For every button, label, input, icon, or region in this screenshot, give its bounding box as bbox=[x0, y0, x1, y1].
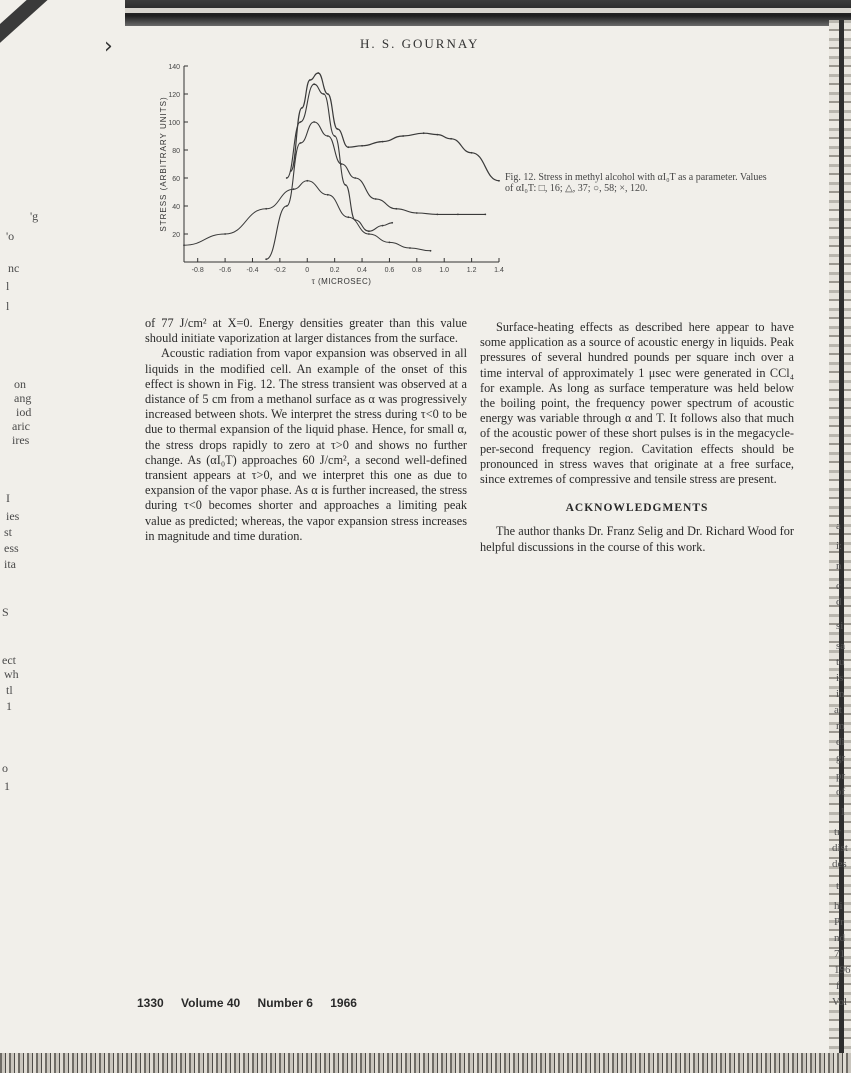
right-margin-fragment: of bbox=[836, 786, 846, 798]
series-2-point bbox=[395, 208, 397, 210]
left-margin-fragment: aric bbox=[12, 419, 30, 433]
right-margin-fragment: a bbox=[836, 520, 841, 532]
x-tick-label: -0.8 bbox=[191, 267, 204, 274]
y-tick-label: 40 bbox=[172, 204, 180, 211]
x-tick-label: 0.4 bbox=[357, 267, 367, 274]
series-3-point bbox=[391, 222, 393, 224]
y-tick-label: 80 bbox=[172, 148, 180, 155]
right-margin-fragment: c bbox=[836, 580, 841, 592]
series-4-point bbox=[423, 132, 425, 134]
left-margin-fragment: I bbox=[6, 491, 10, 505]
acknowledgments-heading: ACKNOWLEDGMENTS bbox=[565, 502, 709, 515]
series-1-point bbox=[265, 208, 267, 210]
x-tick-label: 0 bbox=[305, 267, 310, 274]
right-margin-fragment: di bbox=[836, 736, 845, 748]
right-margin-fragment: Pr bbox=[834, 916, 844, 928]
right-margin-fragment: dist bbox=[832, 842, 848, 854]
right-margin-fragment: si bbox=[836, 620, 844, 632]
series-1-point bbox=[293, 188, 295, 190]
series-4-point bbox=[317, 72, 319, 74]
left-margin-fragment: l bbox=[6, 279, 10, 293]
x-tick-label: 0.6 bbox=[384, 267, 395, 274]
y-tick-label: 60 bbox=[172, 176, 180, 183]
series-4-point bbox=[382, 141, 384, 143]
series-4-point bbox=[471, 152, 473, 154]
series-3-point bbox=[313, 83, 315, 85]
left-margin-fragment: tl bbox=[6, 683, 13, 697]
right-margin-fragment: Vol bbox=[832, 996, 848, 1008]
stress-chart bbox=[150, 56, 510, 288]
y-tick-label: 120 bbox=[168, 92, 180, 99]
y-axis-label: STRESS (ARBITRARY UNITS) bbox=[159, 96, 168, 232]
series-4-point bbox=[327, 93, 329, 95]
series-3-point bbox=[368, 230, 370, 232]
left-paragraph-2: Acoustic radiation from vapor expansion was observed in all liquids in the modified cell. An example of the onset of this effect is shown in Fig. 12. The stress transient was observed at a distance of 5 cm from a methanol surface as α was progressively increased between shots. We interpret the stress during τ<0 to be due to thermal expansion of the liquid phase. Hence, for small α, the stress drops rapidly to zero at τ>0 and shows no further change. As (αI₀T) approaches 60 J/cm², a second well-defined transient appears at τ>0, and we interpret this one as due to expansion of the vapor phase. As α is further increased, the stress during τ<0 becomes shorter and approaches a limiting peak value as predicted; whereas, the vapor expansion stress increases in magnitude and time duration. bbox=[145, 346, 467, 543]
series-1-point bbox=[183, 244, 185, 246]
left-margin-fragment: nc bbox=[8, 261, 20, 275]
series-3-point bbox=[323, 93, 325, 95]
page-number: 1330 bbox=[137, 996, 164, 1010]
left-margin-fragment: ang bbox=[14, 391, 32, 405]
left-margin-fragment: 'o bbox=[6, 229, 15, 243]
series-2-point bbox=[436, 214, 438, 216]
series-4-point bbox=[309, 79, 311, 81]
series-1-point bbox=[368, 233, 370, 235]
left-margin-fragment: l bbox=[6, 299, 10, 313]
left-margin-fragment: on bbox=[14, 377, 26, 391]
right-margin-fragment: is bbox=[836, 672, 844, 684]
right-margin-fragment: in bbox=[836, 688, 845, 700]
series-1-point bbox=[347, 216, 349, 218]
left-column bbox=[145, 316, 467, 544]
left-margin-fragment: ires bbox=[12, 433, 30, 447]
series-4-point bbox=[498, 180, 500, 182]
series-3-point bbox=[334, 135, 336, 137]
left-margin-fragment: ita bbox=[4, 557, 16, 571]
right-margin-fragment: 1 bbox=[840, 806, 846, 818]
series-4-point bbox=[290, 170, 292, 172]
x-tick-label: -0.6 bbox=[219, 267, 232, 274]
series-2-point bbox=[375, 198, 377, 200]
series-3-point bbox=[300, 121, 302, 123]
page-corner-mark: › bbox=[104, 34, 113, 59]
issue-number: Number 6 bbox=[257, 996, 313, 1010]
series-1-point bbox=[409, 247, 411, 249]
x-tick-label: 1.4 bbox=[494, 267, 504, 274]
series-2-point bbox=[484, 214, 486, 216]
right-margin-fragment: sa bbox=[836, 640, 846, 652]
series-4-point bbox=[450, 138, 452, 140]
right-margin-fragment: at bbox=[834, 704, 842, 716]
volume: Volume 40 bbox=[181, 996, 241, 1010]
right-paragraph-1: Surface-heating effects as described here appear to have some application as a source of acoustic energy in liquids. Peak pressures of several hundred pounds per square inch over a time interval of approximately 1 μsec were generated in CCl₄ for example. As long as surface temperature was held below the boiling point, the frequency power spectrum of acoustic energy was variable through α and T. It follows also that much of the acoustic power of these short pulses is in the megacycle-per-second frequency region. Cavitation effects should be pronounced in stress waves that originate at a free surface, since extremes of compressive and tensile stress are present. bbox=[480, 320, 794, 487]
right-margin-fragment: i: bbox=[836, 540, 843, 552]
left-margin-fragment: ect bbox=[2, 653, 16, 667]
left-margin-fragment: st bbox=[4, 525, 13, 539]
scan-top-border bbox=[125, 0, 851, 26]
series-1-point bbox=[389, 242, 391, 244]
left-margin-fragment: 1 bbox=[6, 699, 12, 713]
right-margin-fragment: nd bbox=[834, 932, 845, 944]
right-margin-bleed bbox=[826, 520, 850, 1020]
series-1-point bbox=[327, 194, 329, 196]
right-margin-fragment: m bbox=[836, 720, 845, 732]
series-4-point bbox=[361, 145, 363, 147]
right-margin-fragment: des bbox=[832, 858, 847, 870]
series-1-point bbox=[430, 250, 432, 252]
x-axis-label: τ (MICROSEC) bbox=[311, 277, 372, 286]
right-margin-fragment: gr bbox=[836, 752, 846, 764]
x-tick-label: 0.8 bbox=[411, 267, 422, 274]
left-margin-fragment: wh bbox=[4, 667, 19, 681]
series-3-point bbox=[286, 177, 288, 179]
right-margin-fragment: 71 bbox=[834, 948, 845, 960]
running-head: H. S. GOURNAY bbox=[360, 36, 480, 51]
scan-bottom-edge bbox=[0, 1053, 851, 1073]
left-margin-fragment: ess bbox=[4, 541, 19, 555]
series-line-4 bbox=[291, 73, 499, 181]
y-tick-label: 100 bbox=[168, 120, 180, 127]
right-margin-fragment: hi bbox=[834, 900, 843, 912]
series-2-point bbox=[313, 121, 315, 123]
series-3-point bbox=[382, 225, 384, 227]
series-2-point bbox=[457, 214, 459, 216]
left-margin-fragment: iod bbox=[16, 405, 32, 419]
series-4-point bbox=[402, 135, 404, 137]
right-margin-fragment: 196 bbox=[834, 964, 851, 976]
series-2-point bbox=[300, 142, 302, 144]
x-tick-label: 1.2 bbox=[466, 267, 477, 274]
series-2-point bbox=[354, 177, 356, 179]
y-tick-label: 140 bbox=[168, 64, 180, 71]
right-margin-fragment: t bbox=[836, 880, 840, 892]
right-margin-fragment: pr bbox=[836, 770, 846, 782]
left-margin-bleed bbox=[0, 160, 42, 1020]
series-4-point bbox=[336, 128, 338, 130]
right-margin-fragment: d bbox=[836, 596, 842, 608]
left-paragraph-1: of 77 J/cm² at X=0. Energy densities greater than this value should initiate vaporization at larger distances from the surface. bbox=[145, 316, 467, 346]
left-margin-fragment: 'g bbox=[30, 209, 39, 223]
series-4-point bbox=[347, 146, 349, 148]
series-2-point bbox=[265, 258, 267, 260]
series-4-point bbox=[301, 107, 303, 109]
acknowledgments-text: The author thanks Dr. Franz Selig and Dr. Richard Wood for helpful discussions in the course of this work. bbox=[480, 524, 794, 554]
right-margin-fragment: n bbox=[836, 560, 842, 572]
right-column bbox=[480, 320, 794, 555]
series-1-point bbox=[306, 180, 308, 182]
series-4-point bbox=[436, 134, 438, 136]
left-margin-fragment: S bbox=[2, 605, 9, 619]
right-margin-fragment: f bbox=[836, 980, 840, 992]
series-2-point bbox=[327, 135, 329, 137]
series-2-point bbox=[286, 205, 288, 207]
left-margin-fragment: 1 bbox=[4, 779, 10, 793]
x-tick-label: 0.2 bbox=[329, 267, 340, 274]
series-1-point bbox=[224, 233, 226, 235]
figure-caption: Fig. 12. Stress in methyl alcohol with αI₀T as a parameter. Values of αI₀T: □, 16; △, 37; ○, 58; ×, 120. bbox=[505, 172, 767, 194]
left-margin-fragment: ies bbox=[6, 509, 20, 523]
x-tick-label: -0.2 bbox=[273, 267, 286, 274]
right-margin-fragment: tu bbox=[836, 656, 845, 668]
series-3-point bbox=[354, 219, 356, 221]
series-2-point bbox=[416, 212, 418, 214]
year: 1966 bbox=[330, 996, 357, 1010]
series-3-point bbox=[345, 184, 347, 186]
page-footer bbox=[137, 996, 371, 1010]
left-margin-fragment: o bbox=[2, 761, 8, 775]
x-tick-label: 1.0 bbox=[439, 267, 450, 274]
series-line-1 bbox=[184, 181, 431, 251]
x-tick-label: -0.4 bbox=[246, 267, 259, 274]
right-margin-fragment: tr bbox=[834, 826, 841, 838]
y-tick-label: 20 bbox=[172, 232, 180, 239]
